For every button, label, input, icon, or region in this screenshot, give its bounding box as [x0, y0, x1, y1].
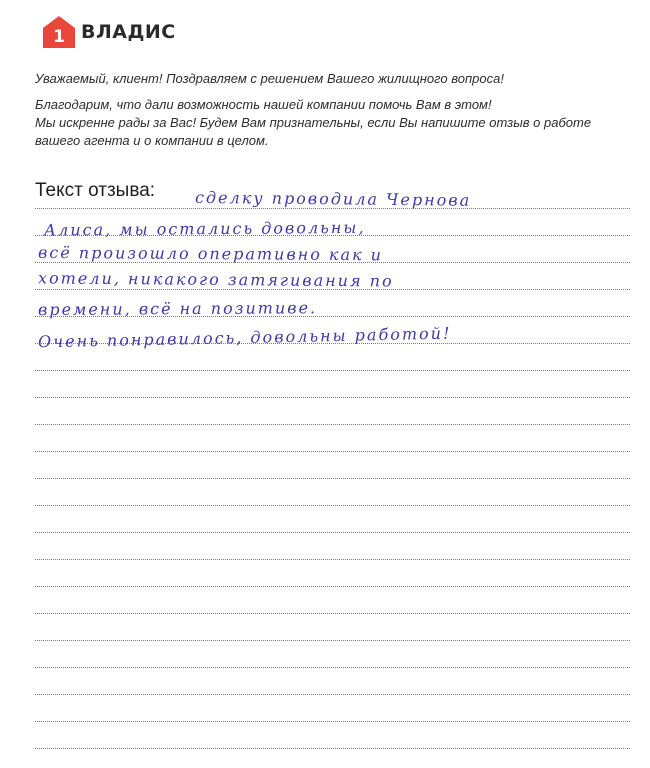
greeting-text: Уважаемый, клиент! Поздравляем с решением Вашего жилищного вопроса!	[35, 71, 504, 86]
thanks-line-3: вашего агента и о компании в целом.	[35, 133, 269, 148]
dotted-line	[35, 694, 630, 695]
thanks-line-2: Мы искренне рады за Вас! Будем Вам признательны, если Вы напишите отзыв о работе	[35, 115, 592, 130]
svg-text:1: 1	[53, 27, 65, 47]
dotted-line	[35, 586, 630, 587]
dotted-line	[35, 532, 630, 533]
house-logo-icon	[41, 14, 77, 50]
dotted-line	[35, 667, 630, 668]
handwritten-line: всё произошло оперативно как и	[37, 242, 384, 265]
handwritten-line: сделку проводила Чернова	[194, 187, 472, 210]
review-writing-lines	[35, 208, 630, 768]
intro-text	[35, 70, 635, 150]
review-title: Текст отзыва:	[35, 180, 156, 201]
dotted-line	[35, 748, 630, 749]
company-logo	[41, 14, 176, 50]
dotted-line	[35, 451, 630, 452]
handwritten-line: Алиса, мы остались довольны,	[43, 217, 366, 240]
handwritten-line: хотели, никакого затягивания по	[37, 268, 394, 291]
handwritten-line: Очень понравилось, довольны работой!	[37, 323, 452, 352]
handwritten-line: времени, всё на позитиве.	[37, 298, 318, 320]
dotted-line	[35, 613, 630, 614]
dotted-line	[35, 397, 630, 398]
dotted-line	[35, 505, 630, 506]
thanks-paragraph	[35, 96, 635, 150]
dotted-line	[35, 640, 630, 641]
dotted-line	[35, 478, 630, 479]
dotted-line	[35, 559, 630, 560]
brand-name: ВЛАДИС	[81, 21, 176, 43]
dotted-line	[35, 370, 630, 371]
dotted-line	[35, 721, 630, 722]
dotted-line	[35, 424, 630, 425]
thanks-line-1: Благодарим, что дали возможность нашей компании помочь Вам в этом!	[35, 97, 492, 112]
